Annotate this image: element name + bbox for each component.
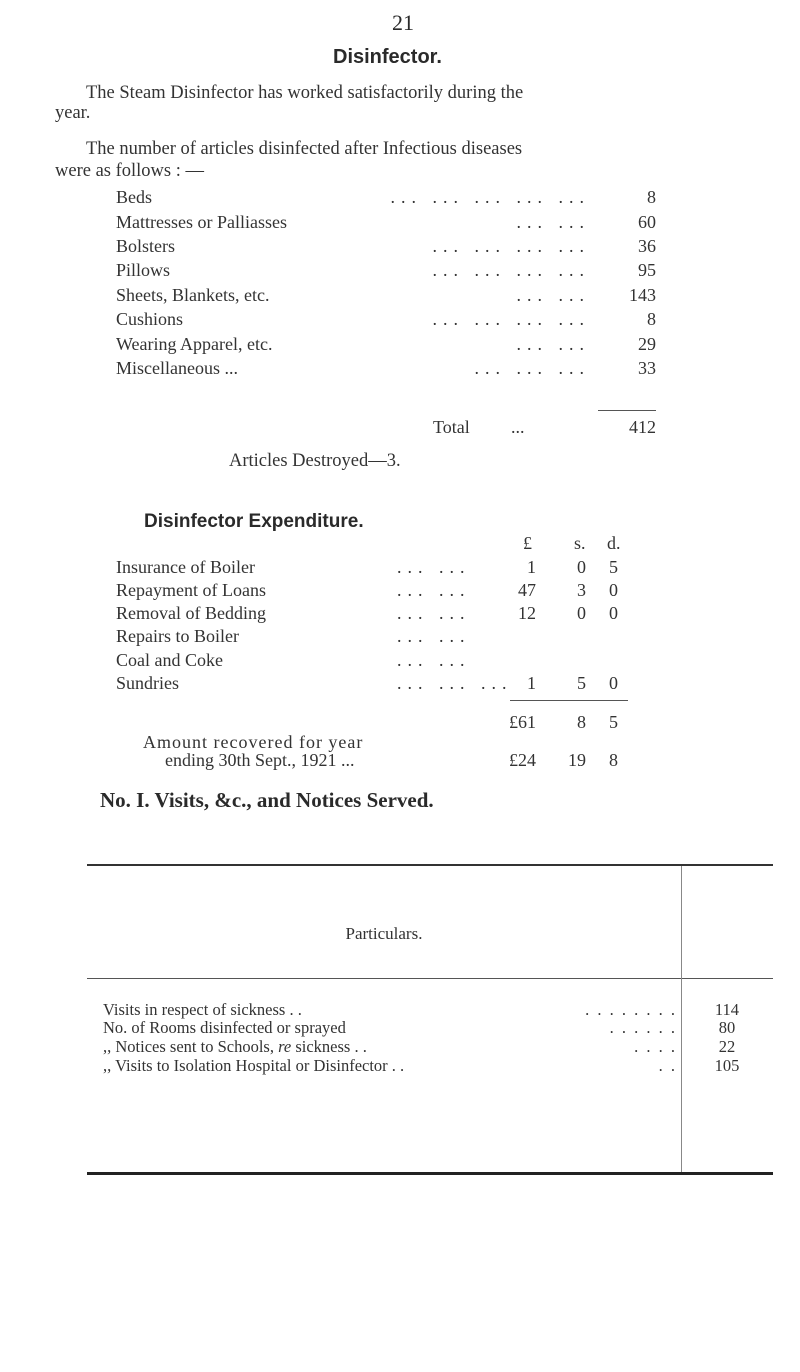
visits-row-value: 80 bbox=[718, 1018, 736, 1037]
article-row bbox=[0, 260, 800, 284]
expenditure-pounds: 12 bbox=[518, 603, 536, 623]
expenditure-shillings: 3 bbox=[577, 580, 586, 600]
expenditure-pounds: 1 bbox=[527, 673, 536, 693]
expenditure-dots: ... ... bbox=[397, 580, 471, 600]
expenditure-pence: 0 bbox=[609, 673, 618, 693]
visits-row-label: Visits in respect of sickness . . bbox=[103, 1000, 302, 1019]
total-dots: ... bbox=[511, 417, 525, 437]
article-row bbox=[0, 187, 800, 211]
visits-row-value: 114 bbox=[714, 1000, 740, 1019]
articles-paragraph-line1: The number of articles disinfected after Infectious diseases bbox=[86, 139, 523, 159]
article-label: Bolsters bbox=[116, 236, 176, 256]
article-row bbox=[0, 212, 800, 236]
article-label: Cushions bbox=[116, 309, 184, 329]
expenditure-total-rule bbox=[510, 700, 628, 701]
visits-row bbox=[87, 1037, 773, 1057]
article-dots: ... ... ... bbox=[474, 358, 590, 378]
articles-total-row bbox=[0, 417, 800, 441]
article-value: 60 bbox=[638, 212, 656, 232]
visits-row-dots: . . . . . . bbox=[609, 1018, 677, 1037]
article-value: 29 bbox=[638, 334, 656, 354]
visits-row-label: No. of Rooms disinfected or sprayed bbox=[103, 1018, 346, 1037]
expenditure-pounds: 47 bbox=[518, 580, 536, 600]
visits-row bbox=[87, 1018, 773, 1038]
expenditure-shillings: 0 bbox=[577, 557, 586, 577]
visits-header-particulars: Particulars. bbox=[345, 924, 423, 943]
article-dots: ... ... ... ... bbox=[432, 309, 590, 329]
articles-destroyed: Articles Destroyed—3. bbox=[229, 451, 401, 471]
visits-row-label: ,, Notices sent to Schools, re sickness . . bbox=[103, 1037, 367, 1056]
expenditure-shillings: 0 bbox=[577, 603, 586, 623]
visits-row-value: 22 bbox=[718, 1037, 736, 1056]
expenditure-row bbox=[0, 557, 800, 581]
article-dots: ... ... bbox=[516, 334, 590, 354]
amount-recovered-line2 bbox=[0, 750, 800, 774]
expenditure-dots: ... ... bbox=[397, 603, 471, 623]
expenditure-row bbox=[0, 650, 800, 674]
visits-table bbox=[87, 864, 773, 1175]
visits-row bbox=[87, 1000, 773, 1020]
expenditure-column-headers bbox=[0, 533, 800, 557]
expenditure-total-shillings: 8 bbox=[577, 712, 586, 732]
expenditure-pounds: 1 bbox=[527, 557, 536, 577]
article-value: 8 bbox=[647, 187, 656, 207]
visits-row-dots: . . bbox=[658, 1056, 677, 1075]
intro-paragraph-line2: year. bbox=[55, 103, 91, 123]
expenditure-row bbox=[0, 673, 800, 697]
expenditure-row bbox=[0, 580, 800, 604]
article-dots: ... ... ... ... bbox=[432, 236, 590, 256]
article-label: Miscellaneous ... bbox=[116, 358, 238, 378]
article-label: Wearing Apparel, etc. bbox=[116, 334, 273, 354]
expenditure-label: Insurance of Boiler bbox=[116, 557, 255, 577]
visits-row-value: 105 bbox=[714, 1056, 740, 1075]
total-value: 412 bbox=[629, 417, 656, 437]
article-value: 33 bbox=[638, 358, 656, 378]
visits-title: No. I. Visits, &c., and Notices Served. bbox=[100, 788, 434, 812]
visits-header-divider bbox=[87, 978, 773, 979]
visits-row bbox=[87, 1056, 773, 1076]
visits-row-dots: . . . . . . . . bbox=[585, 1000, 677, 1019]
expenditure-label: Repayment of Loans bbox=[116, 580, 266, 600]
expenditure-dots: ... ... ... bbox=[397, 673, 513, 693]
visits-row-dots: . . . . bbox=[634, 1037, 677, 1056]
shillings-header: s. bbox=[574, 533, 586, 553]
total-rule bbox=[598, 410, 656, 411]
article-value: 36 bbox=[638, 236, 656, 256]
total-label: Total bbox=[433, 417, 470, 437]
expenditure-label: Repairs to Boiler bbox=[116, 626, 239, 646]
expenditure-dots: ... ... bbox=[397, 557, 471, 577]
pence-header: d. bbox=[607, 533, 621, 553]
article-row bbox=[0, 358, 800, 382]
article-dots: ... ... bbox=[516, 285, 590, 305]
page-number: 21 bbox=[392, 10, 414, 35]
expenditure-pence: 0 bbox=[609, 580, 618, 600]
article-label: Mattresses or Palliasses bbox=[116, 212, 287, 232]
amount-recovered-label1: Amount recovered for year bbox=[143, 732, 364, 752]
amount-recovered-label2: ending 30th Sept., 1921 ... bbox=[165, 750, 355, 770]
intro-paragraph-line1: The Steam Disinfector has worked satisfactorily during the bbox=[86, 83, 524, 103]
amount-recovered-shillings: 19 bbox=[568, 750, 586, 770]
article-dots: ... ... ... ... bbox=[432, 260, 590, 280]
expenditure-pence: 5 bbox=[609, 557, 618, 577]
expenditure-shillings: 5 bbox=[577, 673, 586, 693]
expenditure-row bbox=[0, 626, 800, 650]
pounds-header: £ bbox=[523, 533, 532, 553]
expenditure-total-pence: 5 bbox=[609, 712, 618, 732]
expenditure-pence: 0 bbox=[609, 603, 618, 623]
article-label: Beds bbox=[116, 187, 152, 207]
visits-row-label: ,, Visits to Isolation Hospital or Disinfector . . bbox=[103, 1056, 405, 1075]
expenditure-title: Disinfector Expenditure. bbox=[144, 511, 364, 532]
expenditure-dots: ... ... bbox=[397, 626, 471, 646]
expenditure-total-pounds: £61 bbox=[509, 712, 536, 732]
amount-recovered-pence: 8 bbox=[609, 750, 618, 770]
article-row bbox=[0, 309, 800, 333]
expenditure-row bbox=[0, 603, 800, 627]
amount-recovered-pounds: £24 bbox=[509, 750, 536, 770]
article-value: 8 bbox=[647, 309, 656, 329]
article-dots: ... ... ... ... ... bbox=[390, 187, 590, 207]
expenditure-label: Removal of Bedding bbox=[116, 603, 266, 623]
article-value: 95 bbox=[638, 260, 656, 280]
article-value: 143 bbox=[629, 285, 656, 305]
article-label: Sheets, Blankets, etc. bbox=[116, 285, 270, 305]
article-dots: ... ... bbox=[516, 212, 590, 232]
disinfector-title: Disinfector. bbox=[333, 46, 442, 68]
expenditure-dots: ... ... bbox=[397, 650, 471, 670]
article-label: Pillows bbox=[116, 260, 171, 280]
expenditure-label: Sundries bbox=[116, 673, 179, 693]
article-row bbox=[0, 285, 800, 309]
expenditure-label: Coal and Coke bbox=[116, 650, 223, 670]
article-row bbox=[0, 236, 800, 260]
article-row bbox=[0, 334, 800, 358]
articles-paragraph-line2: were as follows : — bbox=[55, 161, 204, 181]
